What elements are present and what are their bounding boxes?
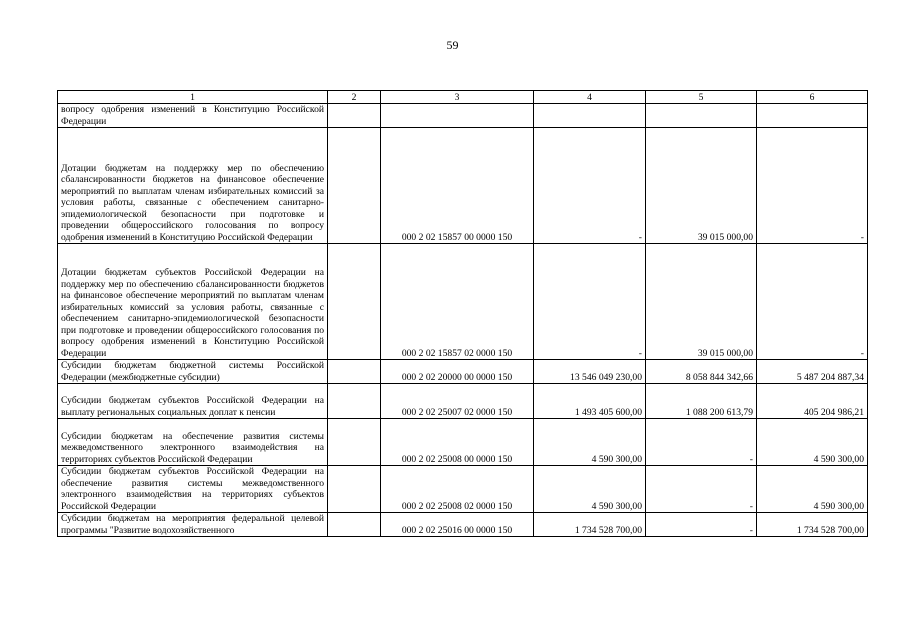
value-cell-4 [534,104,646,128]
col2-cell [328,513,381,537]
value-cell-5: - [646,513,757,537]
code-cell: 000 2 02 25008 00 0000 150 [381,419,534,466]
code-cell: 000 2 02 15857 00 0000 150 [381,128,534,244]
value-cell-4: - [534,244,646,360]
table-header-row [58,91,868,104]
column-header: 5 [646,91,757,104]
value-cell-5: 8 058 844 342,66 [646,360,757,384]
column-header: 3 [381,91,534,104]
table-row [58,244,868,360]
table-row [58,104,868,128]
value-cell-5: 1 088 200 613,79 [646,384,757,419]
value-cell-4: - [534,128,646,244]
table-row [58,128,868,244]
code-cell: 000 2 02 25016 00 0000 150 [381,513,534,537]
col2-cell [328,104,381,128]
col2-cell [328,128,381,244]
row-name-cell: Субсидии бюджетам субъектов Российской Федерации на выплату региональных социальных доплат к пенсии [58,384,328,419]
code-cell: 000 2 02 15857 02 0000 150 [381,244,534,360]
value-cell-6: 1 734 528 700,00 [757,513,868,537]
row-name-cell: Субсидии бюджетам бюджетной системы Российской Федерации (межбюджетные субсидии) [58,360,328,384]
column-header: 2 [328,91,381,104]
value-cell-6: 4 590 300,00 [757,419,868,466]
col2-cell [328,419,381,466]
code-cell: 000 2 02 25008 02 0000 150 [381,466,534,513]
col2-cell [328,384,381,419]
value-cell-4: 1 493 405 600,00 [534,384,646,419]
value-cell-4: 4 590 300,00 [534,419,646,466]
col2-cell [328,466,381,513]
code-cell [381,104,534,128]
value-cell-5: - [646,466,757,513]
table-row [58,384,868,419]
row-name-cell: Субсидии бюджетам на мероприятия федеральной целевой программы "Развитие водохозяйственного [58,513,328,537]
table-row [58,419,868,466]
value-cell-6: 4 590 300,00 [757,466,868,513]
column-header: 6 [757,91,868,104]
page-number: 59 [446,38,459,52]
col2-cell [328,244,381,360]
value-cell-5: 39 015 000,00 [646,128,757,244]
value-cell-4: 13 546 049 230,00 [534,360,646,384]
row-name-cell: Субсидии бюджетам на обеспечение развития системы межведомственного электронного взаимодействия на территориях субъектов Российской Федерации [58,419,328,466]
col2-cell [328,360,381,384]
budget-table [57,90,868,537]
row-name-cell: Дотации бюджетам на поддержку мер по обеспечению сбалансированности бюджетов на финансовое обеспечение мероприятий по выплатам членам избирательных комиссий за условия работы, связанные с обеспечением санитарно-эпидемиологической безопасности при подготовке и проведении общероссийского голосования по вопросу одобрения изменений в Конституцию Российской Федерации [58,128,328,244]
value-cell-5: 39 015 000,00 [646,244,757,360]
table-row [58,466,868,513]
value-cell-5: - [646,419,757,466]
value-cell-6: - [757,128,868,244]
column-header: 4 [534,91,646,104]
value-cell-6: - [757,244,868,360]
code-cell: 000 2 02 20000 00 0000 150 [381,360,534,384]
value-cell-6: 5 487 204 887,34 [757,360,868,384]
row-name-cell: Дотации бюджетам субъектов Российской Федерации на поддержку мер по обеспечению сбалансированности бюджетов на финансовое обеспечение мероприятий по выплатам членам избирательных комиссий за условия работы, связанные с обеспечением санитарно-эпидемиологической безопасности при подготовке и проведении общероссийского голосования по вопросу одобрения изменений в Конституцию Российской Федерации [58,244,328,360]
value-cell-6 [757,104,868,128]
table-row [58,360,868,384]
value-cell-5 [646,104,757,128]
row-name-cell: вопросу одобрения изменений в Конституцию Российской Федерации [58,104,328,128]
value-cell-6: 405 204 986,21 [757,384,868,419]
code-cell: 000 2 02 25007 02 0000 150 [381,384,534,419]
value-cell-4: 4 590 300,00 [534,466,646,513]
table-row [58,513,868,537]
row-name-cell: Субсидии бюджетам субъектов Российской Федерации на обеспечение развития системы межведомственного электронного взаимодействия на территориях субъектов Российской Федерации [58,466,328,513]
value-cell-4: 1 734 528 700,00 [534,513,646,537]
column-header: 1 [58,91,328,104]
